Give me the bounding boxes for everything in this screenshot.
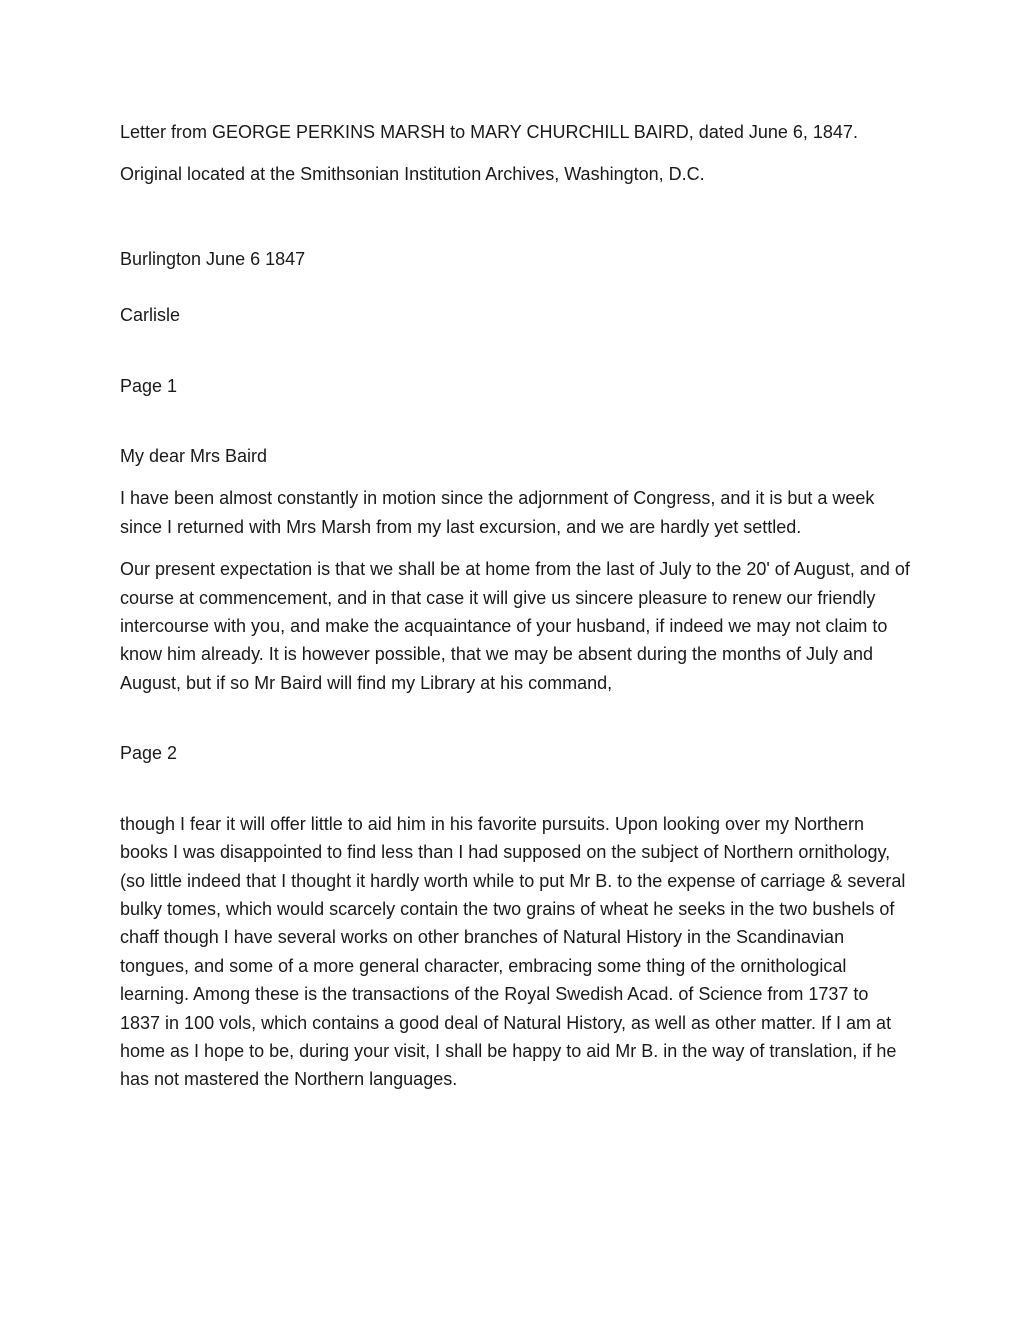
letter-paragraph-3: though I fear it will offer little to aid him in his favorite pursuits. Upon looking over my Northern books I was disappointed to find less than I had supposed on the subject of Northern ornithology, (so little indeed that I thought it hardly worth while to put Mr B. to the expense of carriage & several bulky tomes, which would scarcely contain the two grains of wheat he seeks in the two bushels of chaff though I have several works on other branches of Natural History in the Scandinavian tongues, and some of a more general character, embracing some thing of the ornithological learning. Among these is the transactions of the Royal Swedish Acad. of Science from 1737 to 1837 in 100 vols, which contains a good deal of Natural History, as well as other matter. If I am at home as I hope to be, during your visit, I shall be happy to aid Mr B. in the way of translation, if he has not mastered the Northern languages. <box>120 813 906 1090</box>
letter-paragraph-2: Our present expectation is that we shall be at home from the last of July to the 20' of August, and of course at commencement, and in that case it will give us sincere pleasure to renew our friendly intercourse with you, and make the acquaintance of your husband, if indeed we may not claim to know him already. It is however possible, that we may be absent during the months of July and August, but if so Mr Baird will find my Library at his command, <box>120 559 910 693</box>
document-page <box>120 118 910 1094</box>
letter-place-date: Burlington June 6 1847 <box>120 248 306 269</box>
letter-paragraph-1: I have been almost constantly in motion since the adjornment of Congress, and it is but a week since I returned with Mrs Marsh from my last excursion, and we are hardly yet settled. <box>120 488 875 537</box>
archive-source-line: Original located at the Smithsonian Institution Archives, Washington, D.C. <box>120 164 705 185</box>
letter-salutation: My dear Mrs Baird <box>120 446 268 467</box>
document-heading: Letter from GEORGE PERKINS MARSH to MARY CHURCHILL BAIRD, dated June 6, 1847. <box>120 122 858 142</box>
page-1-marker: Page 1 <box>120 375 178 396</box>
recipient-place: Carlisle <box>120 305 181 326</box>
page-2-marker: Page 2 <box>120 743 178 764</box>
